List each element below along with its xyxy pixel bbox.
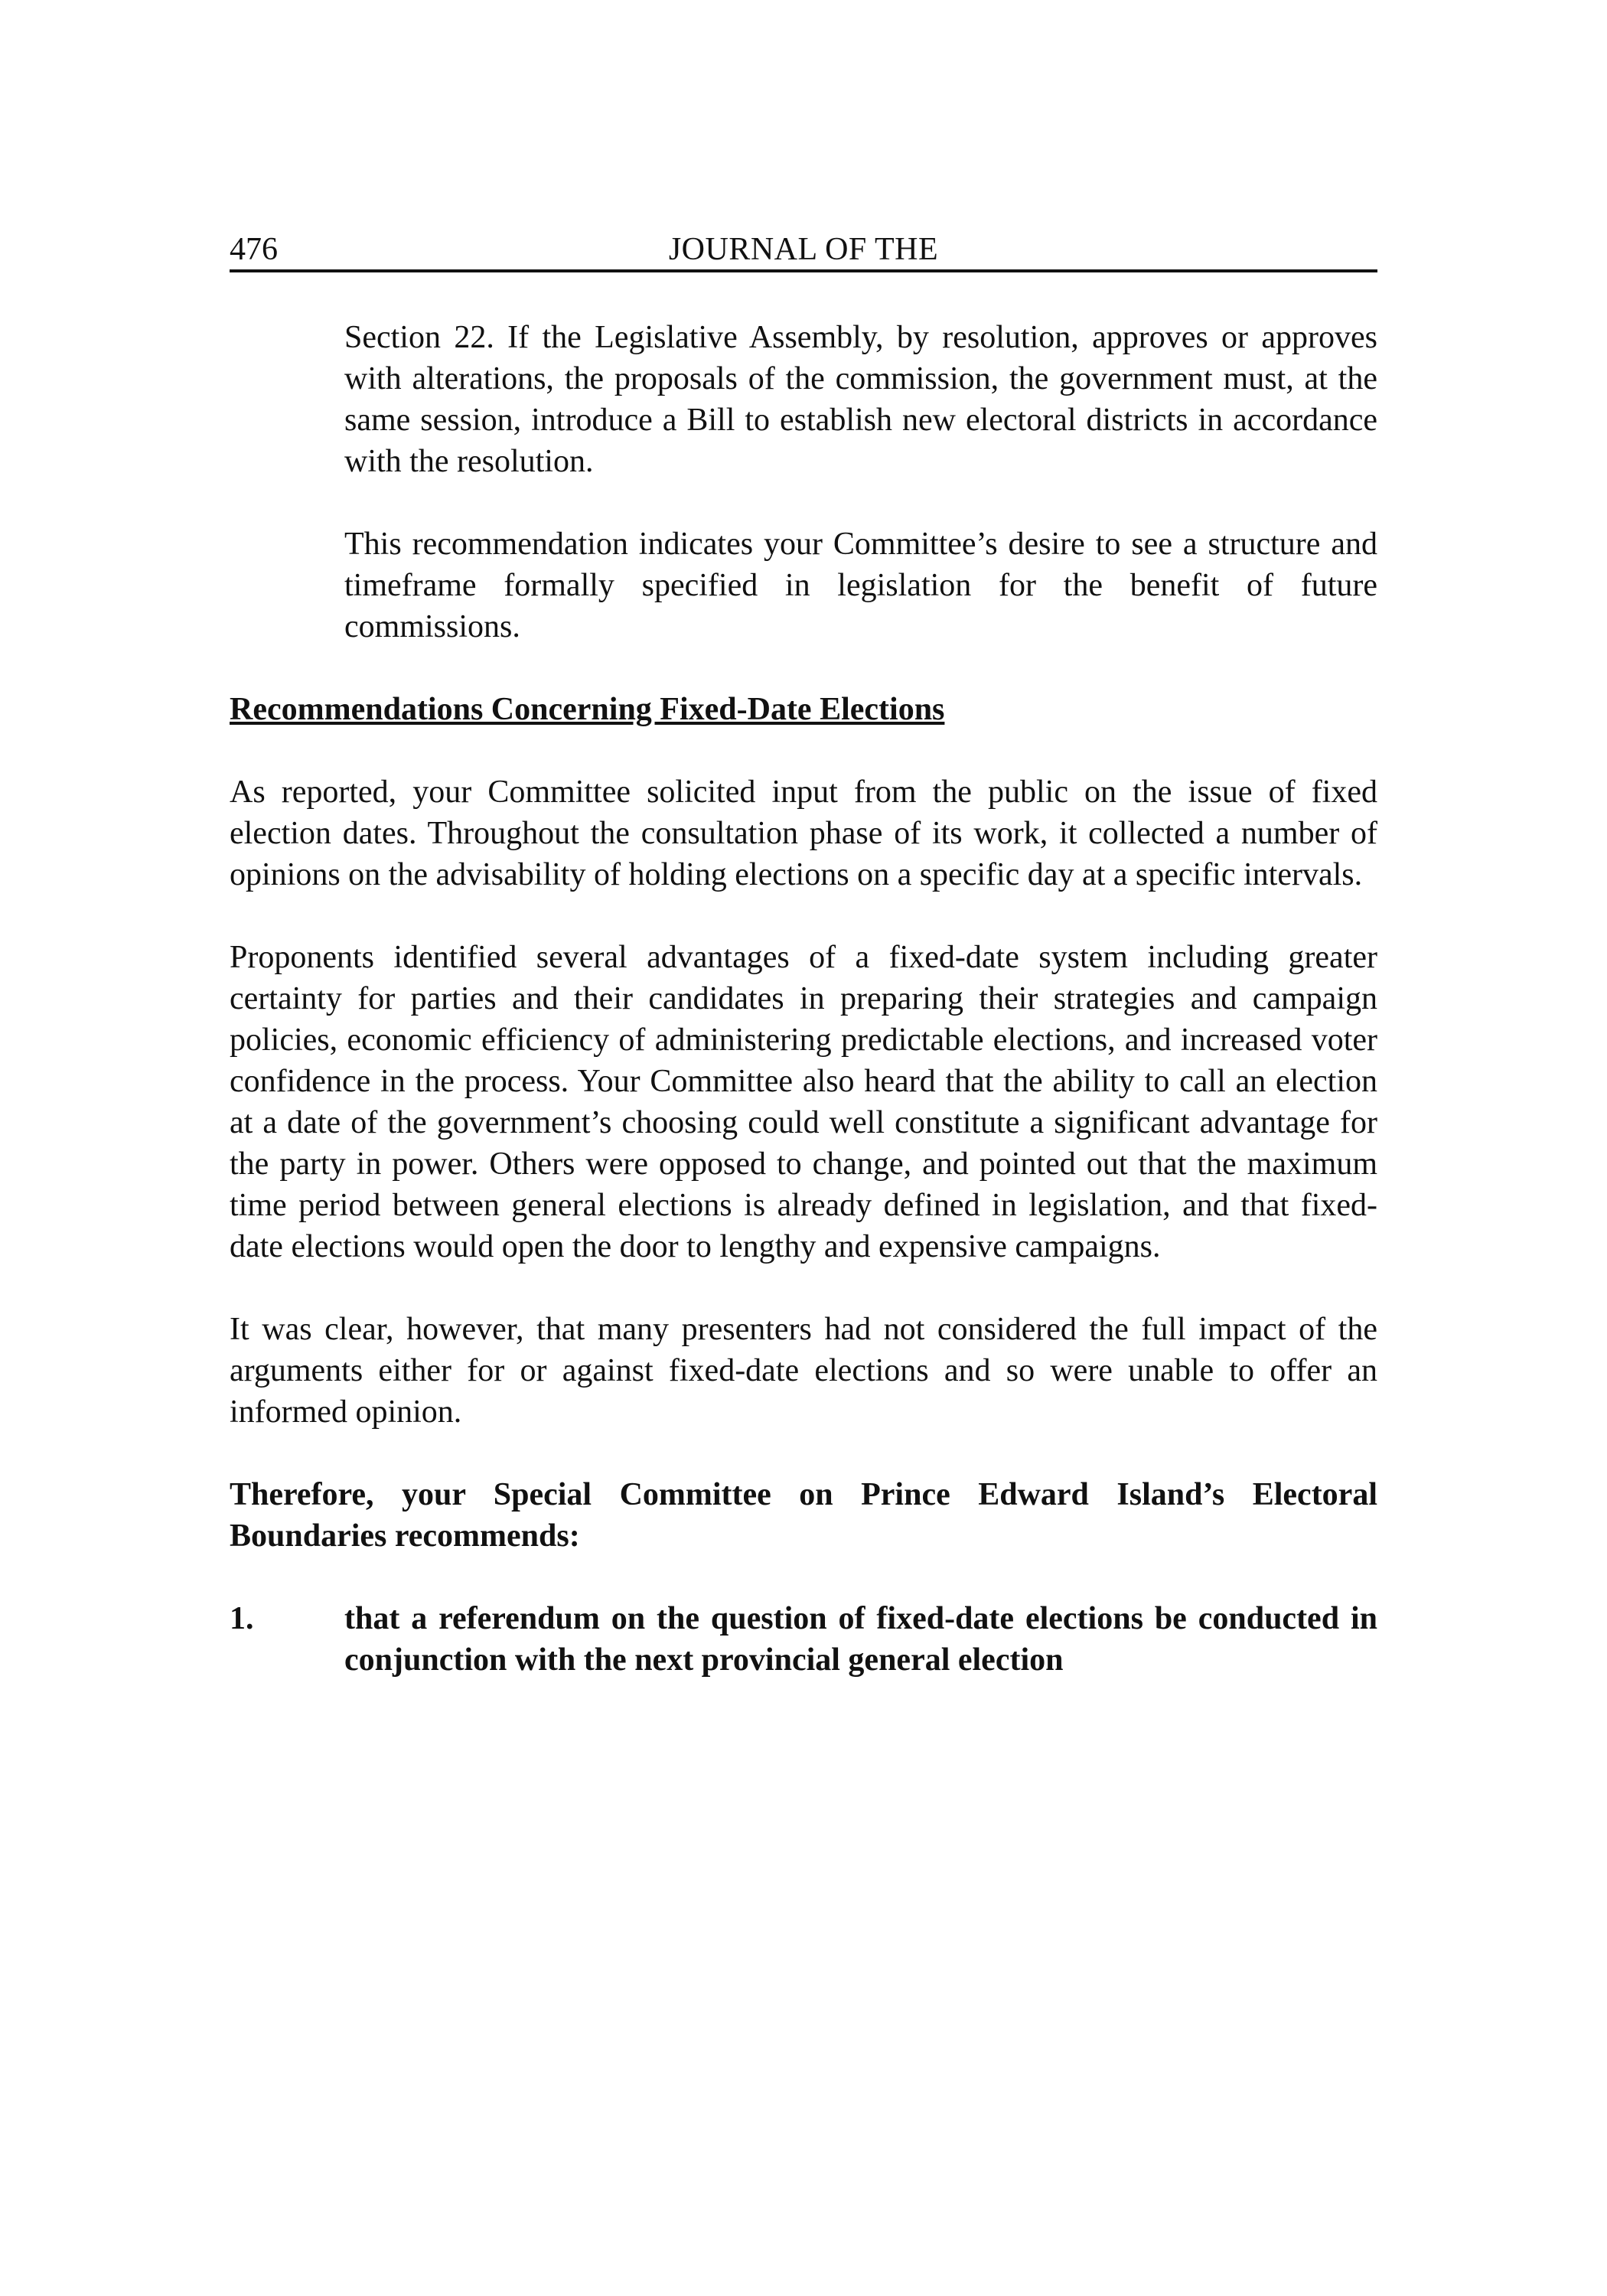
page-number: 476 [230,232,278,267]
journal-title: JOURNAL OF THE [668,232,939,267]
paragraph-public-input: As reported, your Committee solicited input from the public on the issue of fixed election dates. Throughout the consultation phase of its work, it collected a number of opinions on the advisability of holding elections on a specific day at a specific intervals. [230,775,1377,892]
running-header [230,230,1377,272]
therefore-statement: Therefore, your Special Committee on Prince Edward Island’s Electoral Boundaries recommends: [230,1477,1377,1554]
recommendation-text: that a referendum on the question of fixed-date elections be conducted in conjunction with the next provincial general election [344,1601,1377,1678]
recommendation-note: This recommendation indicates your Committee’s desire to see a structure and timeframe formally specified in legislation for the benefit of future commissions. [344,527,1377,644]
paragraph-presenters: It was clear, however, that many presenters had not considered the full impact of the arguments either for or against fixed-date elections and so were unable to offer an informed opinion. [230,1312,1377,1430]
document-page [230,230,1377,2143]
recommendation-item [230,1598,1377,1681]
recommendation-number: 1. [230,1601,254,1636]
paragraph-proponents: Proponents identified several advantages of a fixed-date system including greater certainty for parties and their candidates in preparing their strategies and campaign policies, economic efficiency of administering predictable elections, and increased voter confidence in the process. Your Committee also heard that the ability to call an election at a date of the government’s choosing could well constitute a significant advantage for the party in power. Others were opposed to change, and pointed out that the maximum time period between general elections is already defined in legislation, and that fixed-date elections would open the door to lengthy and expensive campaigns. [230,940,1377,1264]
section-heading: Recommendations Concerning Fixed-Date Elections [230,692,945,727]
section-22-quote: Section 22. If the Legislative Assembly, by resolution, approves or approves with alterations, the proposals of the commission, the government must, at the same session, introduce a Bill to establish new electoral districts in accordance with the resolution. [344,320,1377,479]
